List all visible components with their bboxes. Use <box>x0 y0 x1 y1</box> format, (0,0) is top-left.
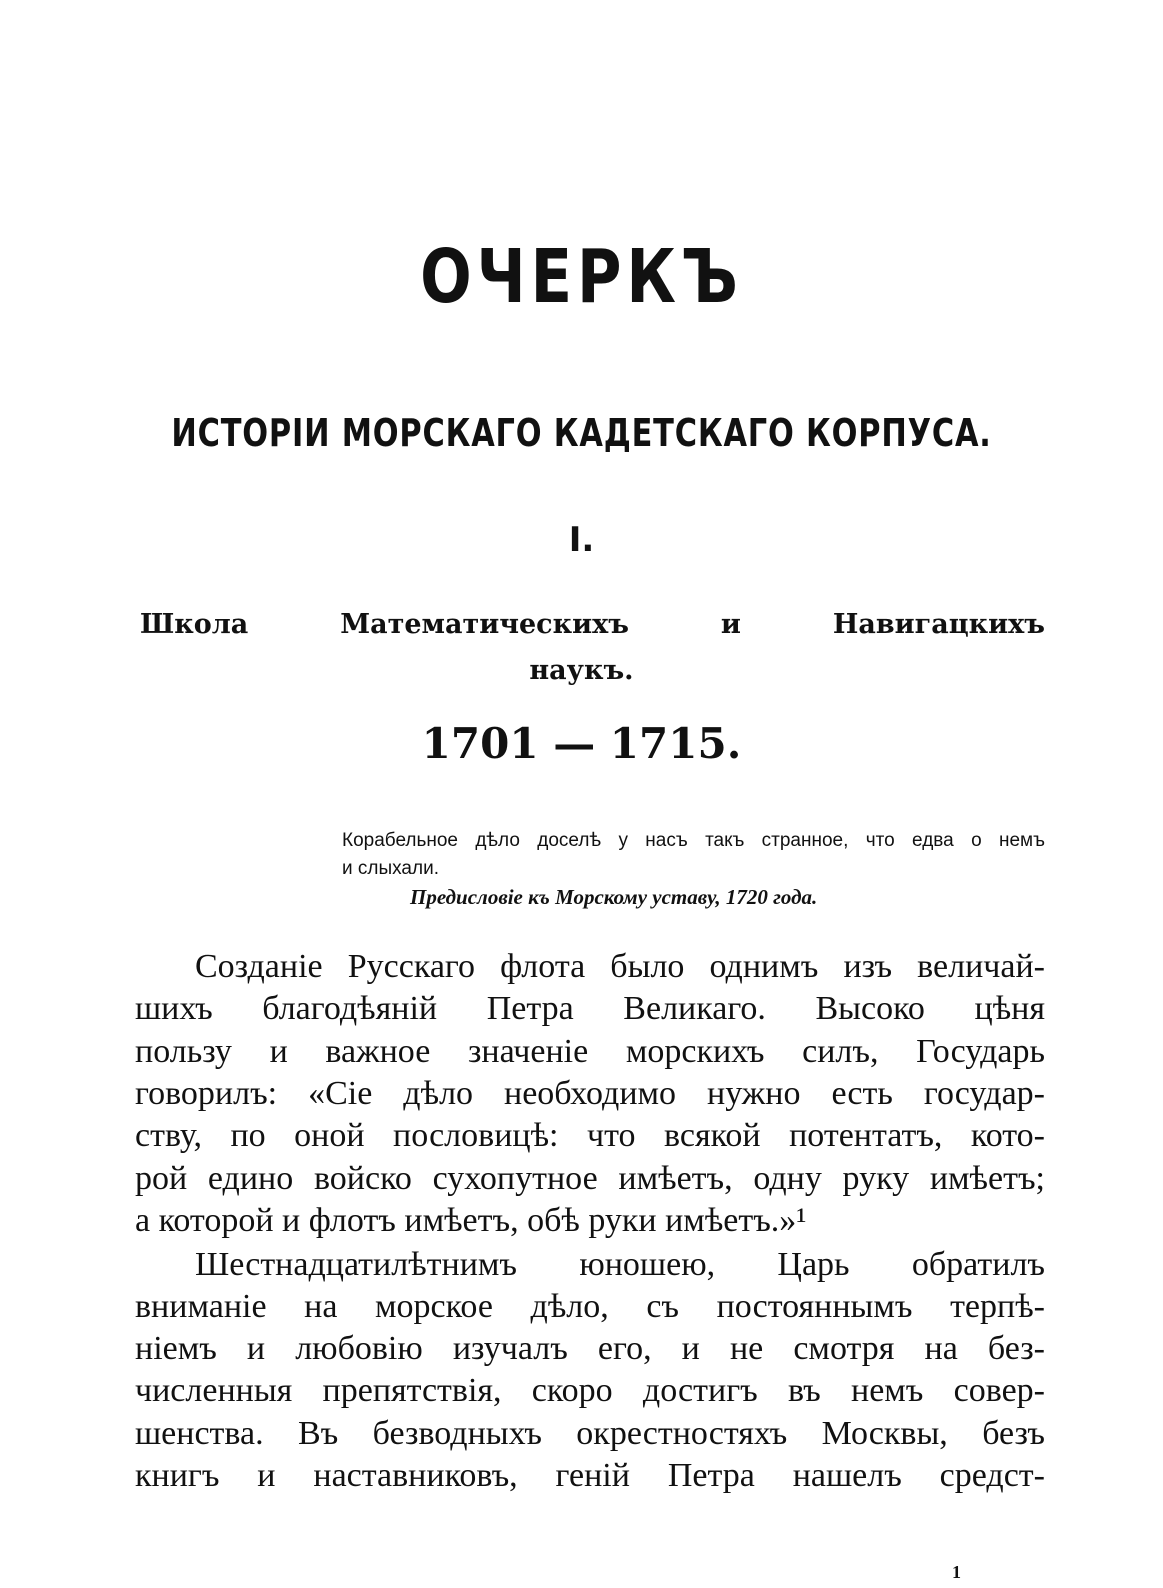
body-line: ству, по оной пословицѣ: что всякой потентатъ, кото- <box>135 1117 1045 1154</box>
epigraph-source: Предисловіе къ Морскому уставу, 1720 года. <box>410 885 818 909</box>
body-line: Шестнадцатилѣтнимъ юношею, Царь обратилъ <box>195 1246 1045 1283</box>
epigraph-line: Корабельное дѣло доселѣ у насъ такъ странное, что едва о немъ <box>342 830 1045 851</box>
chapter-heading: Школа Математическихъ и Навигацкихъ <box>140 609 1045 640</box>
chapter-heading-continued: наукъ. <box>529 655 634 686</box>
body-line: шенства. Въ безводныхъ окрестностяхъ Москвы, безъ <box>135 1415 1045 1452</box>
body-line: говорилъ: «Сіе дѣло необходимо нужно есть государ- <box>135 1075 1045 1112</box>
body-line: вниманіе на морское дѣло, съ постояннымъ терпѣ- <box>135 1288 1045 1325</box>
body-line: рой едино войско сухопутное имѣетъ, одну руку имѣетъ; <box>135 1160 1045 1197</box>
body-line: ніемъ и любовію изучалъ его, и не смотря на без- <box>135 1330 1045 1367</box>
signature-mark: 1 <box>952 1562 961 1582</box>
body-line: пользу и важное значеніе морскихъ силъ, Государь <box>135 1033 1045 1070</box>
body-line: шихъ благодѣяній Петра Великаго. Высоко цѣня <box>135 990 1045 1027</box>
chapter-dates: 1701 — 1715. <box>421 719 742 768</box>
body-line: численныя препятствія, скоро достигъ въ немъ совер- <box>135 1372 1045 1409</box>
body-line: Созданіе Русскаго флота было однимъ изъ величай- <box>195 948 1045 985</box>
chapter-number: I. <box>568 520 595 560</box>
page-title: ОЧЕРКЪ <box>420 234 743 320</box>
epigraph-line: и слыхали. <box>342 858 439 879</box>
body-line: а которой и флотъ имѣетъ, обѣ руки имѣетъ.»¹ <box>135 1202 807 1239</box>
body-line: книгъ и наставниковъ, геній Петра нашелъ средст- <box>135 1457 1045 1494</box>
page-subtitle: ИСТОРІИ МОРСКАГО КАДЕТСКАГО КОРПУСА. <box>171 411 992 455</box>
